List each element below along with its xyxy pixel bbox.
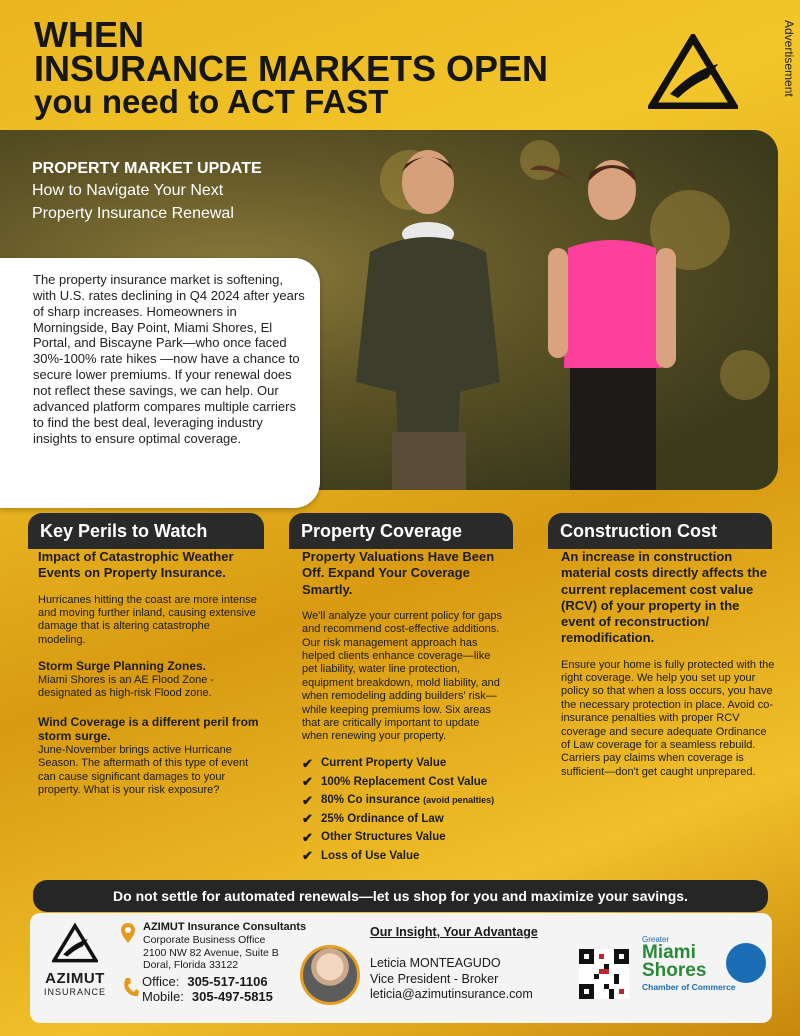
mobile-phone-label: Mobile:	[142, 988, 184, 1004]
chamber-of-commerce-logo	[642, 935, 767, 1011]
heron-logo-icon	[726, 943, 766, 983]
advertisement-label: Advertisement	[782, 20, 796, 97]
location-pin-icon	[121, 923, 135, 943]
chamber-shores: Shores	[642, 960, 707, 982]
office-phone-label: Office:	[142, 974, 180, 989]
coverage-checklist	[302, 754, 502, 865]
key-perils-header: Key Perils to Watch	[28, 513, 264, 549]
property-coverage-header: Property Coverage	[289, 513, 513, 549]
contact-footer	[30, 913, 772, 1023]
hero-kicker: PROPERTY MARKET UPDATE	[32, 160, 262, 177]
chamber-greater: Greater	[642, 935, 670, 944]
hero-subtitle-2: Property Insurance Renewal	[32, 205, 234, 222]
check-icon: ✔	[302, 829, 313, 845]
storm-surge-heading: Storm Surge Planning Zones.	[38, 659, 207, 674]
agent-name: Leticia MONTEAGUDO	[370, 956, 501, 970]
construction-cost-header: Construction Cost	[548, 513, 772, 549]
agent-info	[370, 956, 533, 1003]
checklist-item: ✔ 25% Ordinance of Law	[302, 811, 444, 827]
chamber-miami: Miami	[642, 942, 696, 963]
call-to-action-banner: Do not settle for automated renewals—let us shop for you and maximize your savings.	[33, 880, 768, 912]
company-name: AZIMUT Insurance Consultants	[143, 921, 307, 933]
checklist-item: ✔ Current Property Value	[302, 755, 447, 771]
key-perils-paragraph-1: Hurricanes hitting the coast are more intense and moving further inland, causing extensive damage that is altering catastrophe modeling.	[38, 593, 257, 646]
wind-coverage-heading: Wind Coverage is a different peril from storm surge.	[38, 714, 259, 744]
phone-numbers	[142, 975, 273, 1005]
office-label: Corporate Business Office	[143, 934, 266, 947]
agent-email[interactable]: leticia@azimutinsurance.com	[370, 987, 533, 1002]
mobile-phone[interactable]: 305-497-5815	[191, 988, 273, 1004]
property-coverage-paragraph: We'll analyze your current policy for gaps and recommend cost-effective additions. Our risk management approach has helped clients enhance coverage—like pet liability, water line protection, equipment breakdown, mold liability, and when remodeling adding builders' risk—while keeping premiums low. Six areas that are critically important to update when renewing your property.	[302, 609, 502, 743]
office-phone[interactable]: 305-517-1106	[187, 974, 268, 989]
azimut-logo-icon	[52, 923, 98, 963]
checklist-item: ✔ Other Structures Value	[302, 829, 446, 845]
checklist-item: ✔ 100% Replacement Cost Value	[302, 774, 488, 790]
construction-cost-column	[561, 549, 775, 789]
chamber-name: Chamber of Commerce	[642, 982, 736, 993]
construction-cost-paragraph: Ensure your home is fully protected with the right coverage. We help you set up your policy so that when a loss occurs, you have the necessary protection in place. Avoid co-insurance penalties with proper RCV coverage and secure adequate Ordinance of Law coverage for a seamless rebuild. Carriers pay claims when coverage is sufficient—don't get caught unprepared.	[561, 658, 775, 778]
headline	[34, 14, 634, 121]
check-icon: ✔	[302, 811, 313, 827]
headline-line-2: INSURANCE MARKETS OPEN	[34, 48, 549, 90]
check-icon: ✔	[302, 848, 313, 864]
man-runner-illustration	[340, 142, 510, 490]
footer-logo-sub: INSURANCE	[43, 987, 106, 997]
woman-runner-illustration	[530, 148, 700, 490]
key-perils-column	[38, 549, 260, 807]
checklist-item: ✔ Loss of Use Value	[302, 848, 420, 864]
footer-logo	[40, 923, 110, 997]
address-block	[143, 921, 306, 972]
check-icon: ✔	[302, 774, 313, 790]
agent-avatar	[300, 945, 360, 1005]
construction-cost-lead: An increase in construction material costs directly affects the current replacement cost value (RCV) of your property in the event of reconstruction/ remodification.	[561, 549, 767, 646]
check-icon: ✔	[302, 755, 313, 771]
insight-tagline: Our Insight, Your Advantage	[370, 925, 538, 939]
checklist-item: ✔ 80% Co insurance (avoid penalties)	[302, 792, 495, 808]
headline-line-1: WHEN	[34, 14, 144, 55]
agent-title: Vice President - Broker	[370, 971, 499, 986]
phone-icon	[123, 977, 139, 999]
city-address: Doral, Florida 33122	[143, 959, 239, 972]
wind-coverage-paragraph: June-November brings active Hurricane Season. The aftermath of this type of event can cause significant damages to your property. What is your risk exposure?	[38, 743, 249, 797]
headline-line-3: you need to ACT FAST	[34, 83, 389, 121]
azimut-logo-icon	[648, 34, 738, 109]
qr-code-icon[interactable]	[579, 949, 629, 999]
street-address: 2100 NW 82 Avenue, Suite B	[143, 946, 279, 959]
storm-surge-paragraph: Miami Shores is an AE Flood Zone - designated as high-risk Flood zone.	[38, 673, 215, 700]
property-coverage-lead: Property Valuations Have Been Off. Expand Your Coverage Smartly.	[302, 549, 495, 597]
property-coverage-column	[302, 549, 502, 865]
check-icon: ✔	[302, 792, 313, 808]
key-perils-lead: Impact of Catastrophic Weather Events on Property Insurance.	[38, 549, 234, 581]
hero-title-block	[32, 160, 262, 224]
intro-text: The property insurance market is softening, with U.S. rates declining in Q4 2024 after years of sharp increases. Homeowners in Morningside, Bay Point, Miami Shores, El Portal, and Biscayne Park—who once faced 30%-100% rate hikes —now have a chance to secure lower premiums. If your renewal does not reflect these savings, we can help. Our advanced platform compares multiple carriers to find the best deal, leveraging industry insights to ensure optimal coverage.	[0, 258, 320, 508]
hero-subtitle-1: How to Navigate Your Next	[32, 182, 224, 199]
footer-logo-name: AZIMUT	[45, 970, 105, 987]
